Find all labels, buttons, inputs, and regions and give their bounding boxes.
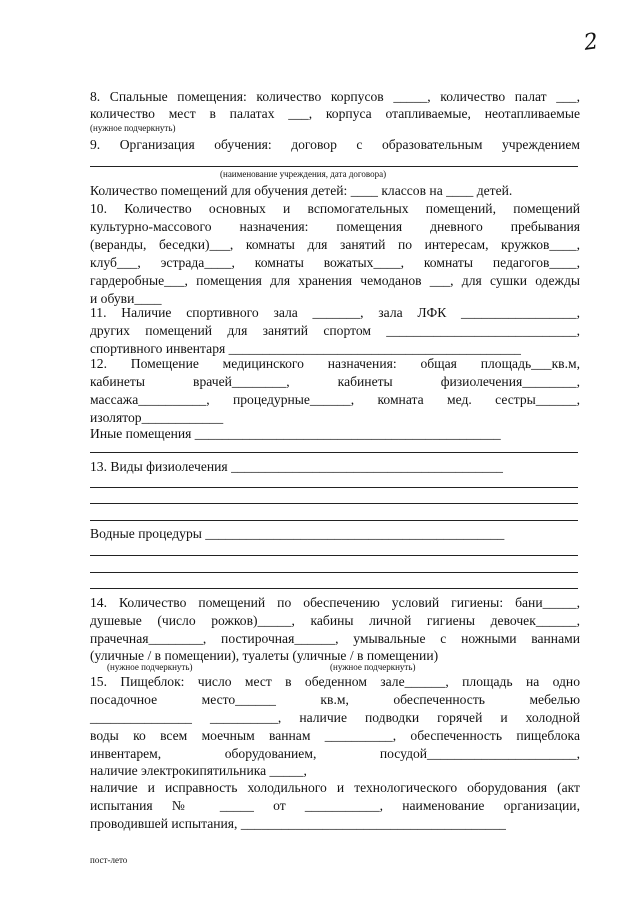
section-12-line-3: массажа__________, процедурные______, комната мед. сестры______,	[90, 392, 580, 407]
fill-in-line	[90, 572, 578, 573]
note-institution-name: (наименование учреждения, дата договора)	[220, 169, 387, 179]
fill-in-line	[90, 588, 578, 589]
section-13-line-2: Водные процедуры ____________________________________________	[90, 526, 505, 541]
section-15-line-5: инвентарем, оборудованием, посудой______________________,	[90, 746, 580, 761]
page-number: 2	[582, 29, 600, 56]
section-14-line-1: 14. Количество помещений по обеспечению условий гигиены: бани_____,	[90, 595, 580, 610]
section-15-line-1: 15. Пищеблок: число мест в обеденном зале______, площадь на одно	[90, 674, 580, 689]
section-12-line-1: 12. Помещение медицинского назначения: общая площадь___кв.м,	[90, 356, 580, 371]
section-10-line-4: клуб___, эстрада____, комнаты вожатых____, комнаты педагогов____,	[90, 255, 580, 270]
section-15-line-3: _______________ __________, наличие подводки горячей и холодной	[90, 710, 580, 725]
section-8-line-1: 8. Спальные помещения: количество корпусов _____, количество палат ___,	[90, 89, 580, 104]
section-15-line-9: проводившей испытания, _______________________________________	[90, 816, 506, 831]
section-10-line-2: культурно-массового назначения: помещения дневного пребывания	[90, 219, 580, 234]
footer-label: пост-лето	[90, 855, 128, 865]
fill-in-line	[90, 520, 578, 521]
section-14-line-2: душевые (число рожков)_____, кабины личной гигиены девочек______,	[90, 613, 580, 628]
fill-in-line	[90, 166, 578, 167]
note-underline-choice: (нужное подчеркнуть)	[330, 662, 416, 672]
section-12-line-2: кабинеты врачей________, кабинеты физиолечения________,	[90, 374, 580, 389]
fill-in-line	[90, 452, 578, 453]
section-15-line-7: наличие и исправность холодильного и технологического оборудования (акт	[90, 780, 580, 795]
section-13-line-1: 13. Виды физиолечения ________________________________________	[90, 459, 503, 474]
section-8-line-2: количество мест в палатах ___, корпуса отапливаемые, неотапливаемые	[90, 106, 580, 121]
section-12-line-5: Иные помещения _____________________________________________	[90, 426, 501, 441]
section-14-line-3: прачечная________, постирочная______, умывальные с ножными ваннами	[90, 631, 580, 646]
section-11-line-3: спортивного инвентаря ___________________________________________	[90, 341, 521, 356]
section-10-line-3: (веранды, беседки)___, комнаты для занятий по интересам, кружков____,	[90, 237, 580, 252]
section-15-line-6: наличие электрокипятильника _____,	[90, 763, 307, 778]
section-14-line-4: (уличные / в помещении), туалеты (уличные / в помещении)	[90, 648, 439, 663]
section-10-line-5: гардеробные___, помещения для хранения чемоданов ___, для сушки одежды	[90, 273, 580, 288]
section-11-line-2: других помещений для занятий спортом ____________________________,	[90, 323, 580, 338]
section-10-line-1: 10. Количество основных и вспомогательных помещений, помещений	[90, 201, 580, 216]
note-underline-choice: (нужное подчеркнуть)	[107, 662, 193, 672]
fill-in-line	[90, 487, 578, 488]
section-15-line-2: посадочное место______ кв.м, обеспеченность мебелью	[90, 692, 580, 707]
section-12-line-4: изолятор____________	[90, 410, 224, 425]
section-9-line-2: Количество помещений для обучения детей: ____ классов на ____ детей.	[90, 183, 513, 198]
note-underline-choice: (нужное подчеркнуть)	[90, 123, 176, 133]
section-9-line-1: 9. Организация обучения: договор с образовательным учреждением	[90, 137, 580, 152]
section-15-line-4: воды ко всем моечным ваннам __________, обеспеченность пищеблока	[90, 728, 580, 743]
fill-in-line	[90, 555, 578, 556]
section-11-line-1: 11. Наличие спортивного зала _______, зала ЛФК _________________,	[90, 305, 580, 320]
section-15-line-8: испытания № _____ от ___________, наименование организации,	[90, 798, 580, 813]
fill-in-line	[90, 503, 578, 504]
section-10-line-6: и обуви____	[90, 291, 162, 306]
